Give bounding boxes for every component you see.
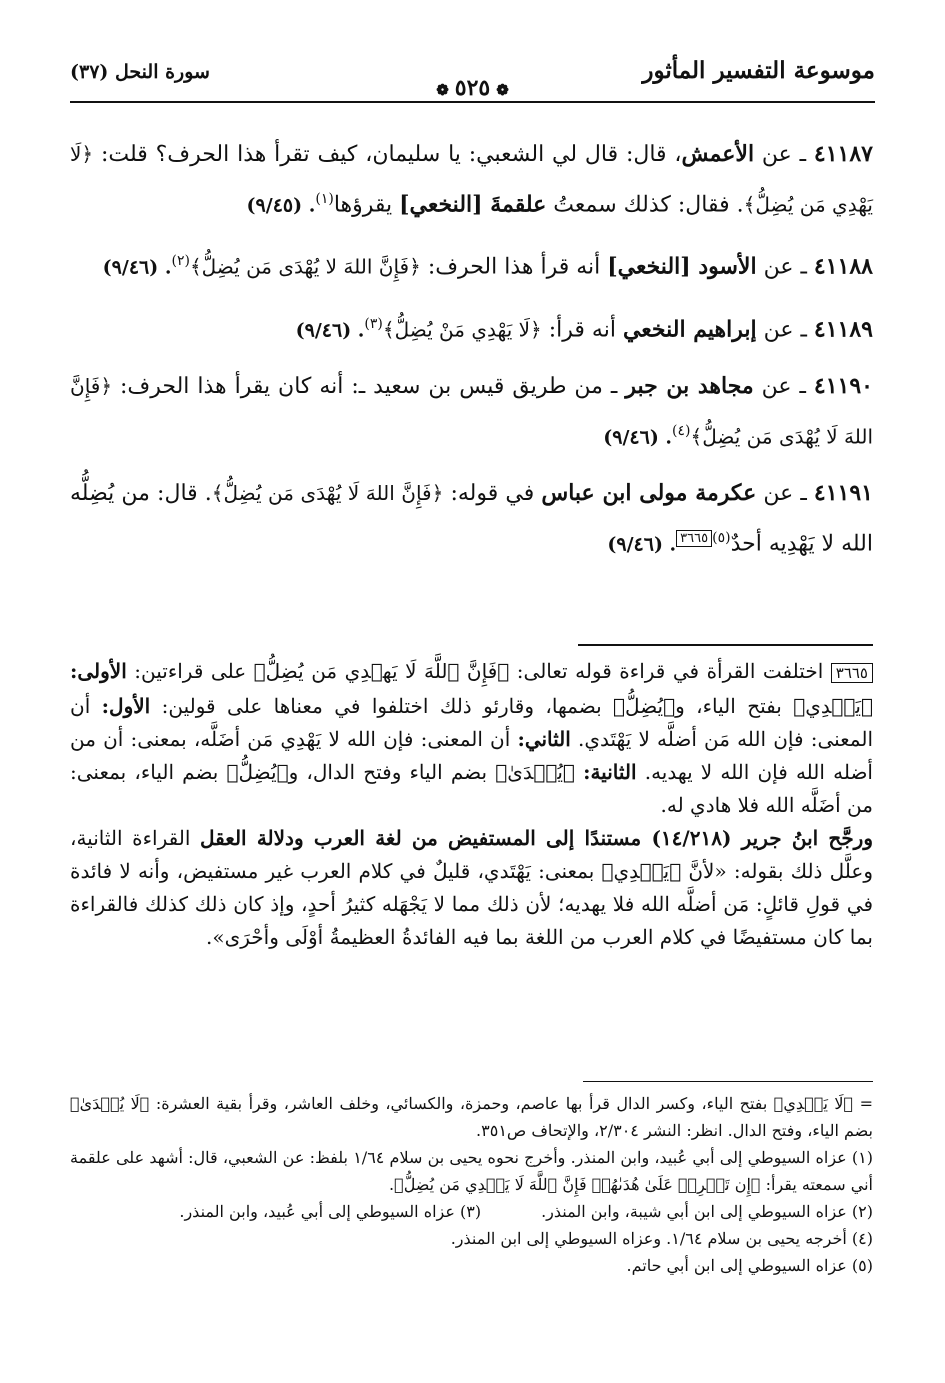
text: ، قال: قال لي الشعبي: يا سليمان، كيف تقرأ هذا الحرف؟ قلت: [93,142,682,167]
footnote-continuation: = ﴿لَا يَهۡدِي﴾ بفتح الياء، وكسر الدال قرأ بها عاصم، وحمزة، والكسائي، وخلف العاشر، وقرأ بقية العشرة: ﴿لَا يُهۡدَىٰ﴾ بضم الياء، وفتح الدال. انظر: النشر ٢/٣٠٤، والإتحاف ص٣٥١. [70,1094,873,1140]
text: أن المعنى: فإن الله مَن أضلَّه لا يَهْتَدي. [70,694,874,751]
text: . قال: من يُضِلُّه الله لا يَهْدِيه أحدٌ [70,481,873,557]
footnote-row [70,1198,873,1225]
text: ـ عن [756,481,814,507]
volume-reference: . (٩/٤٦) [607,533,677,556]
preference-statement: ورجَّح ابنُ جرير (١٤/٢١٨) مستندًا إلى المستفيض من لغة العرب ودلالة العقل [200,826,873,850]
label: الأولى: [70,659,127,683]
commentary-number-box: ٣٦٦٥ [831,663,873,683]
text: ـ عن [754,142,814,167]
narrator-name: علقمةَ [النخعي] [399,191,547,218]
quran-verse: ﴿فَإِنَّ اللهَ لَا يُهْدَى مَن يُضِلُّ﴾ [211,481,444,506]
quran-verse: ﴿فَإِنَّ اللهَ لا يُهْدَى مَن يُضِلُّ﴾ [189,254,421,279]
narration [70,239,873,289]
text: على قراءتين: [126,659,254,683]
text: يقرؤها [333,192,400,218]
header-divider [70,101,875,103]
text: ﴿يُهۡدَىٰ﴾ بضم الياء وفتح الدال، و﴿يُضِلُّ﴾ بضم الياء، بمعنى: من أضَلَّه الله فلا هادي له. [70,760,873,817]
text: أن المعنى: فإن الله لا يَهْدِي مَن أضَلَّه، بمعنى: أن من أضله الله فإن الله لا يهديه. [70,727,873,784]
footnote-divider [583,1081,873,1082]
narrations [70,132,873,579]
narration [70,302,873,352]
text: أنه قرأ: [541,316,623,342]
quran-verse: ﴿فَإِنَّ ٱللَّهَ لَا يَهۡدِي مَن يُضِلُّ﴾ [253,659,510,683]
surah-name: سورة النحل (٣٧) [70,61,210,83]
page-header [70,55,875,103]
narrator-name: مجاهد بن جبر [625,372,754,399]
footnote-marker: (٤) [672,422,691,439]
text: ـ عن [756,316,814,342]
label: الأول: [101,694,151,718]
quran-verse: ﴿فَإِنَّ اللهَ لَا يُهْدَى مَن يُضِلُّ﴾ [70,373,873,449]
text: ـ عن [753,373,814,399]
volume-reference: . (٩/٤٦) [102,256,172,279]
footnote: (٤) أخرجه يحيى بن سلام ١/٦٤. وعزاه السيوطي إلى ابن المنذر. [450,1229,873,1248]
narration [70,132,873,227]
text: أنه قرأ هذا الحرف: [420,254,608,280]
footnote: (٥) عزاه السيوطي إلى ابن أبي حاتم. [626,1256,873,1275]
text: ـ من طريق قيس بن سعيد ـ: أنه كان يقرأ هذا الحرف: [112,373,626,399]
narrator-name: عكرمة مولى ابن عباس [541,480,757,507]
volume-reference: . (٩/٤٦) [295,318,365,341]
commentary-divider [578,644,873,646]
narration-number: ٤١١٨٧ [813,141,873,167]
commentary-ref-box: ٣٦٦٥ [676,530,712,547]
footnote: (٢) عزاه السيوطي إلى ابن أبي شيبة، وابن المنذر. [541,1202,873,1221]
text: . فقال: كذلك سمعتُ [546,192,744,218]
narrator-name: إبراهيم النخعي [622,315,757,342]
narration [70,364,873,459]
footnote: (٣) عزاه السيوطي إلى أبي عُبيد، وابن المنذر. [179,1202,482,1221]
page-number: ٥٢٥ [454,75,491,101]
footnotes [70,1090,873,1279]
quran-verse: ﴿لَا يَهْدِي مَنْ يُضِلُّ﴾ [382,316,542,341]
narrator-name: الأعمش [681,141,755,167]
text: ـ عن [756,254,814,280]
commentary-paragraph [70,655,873,822]
ornament-icon: ❁ [436,81,449,99]
footnote-marker: (٢) [171,253,190,270]
commentary [70,655,873,954]
narration-number: ٤١١٩٠ [813,372,873,399]
footnote-marker: (١) [315,191,334,207]
text: في قوله: [443,481,542,507]
narrator-name: الأسود [النخعي] [607,253,757,280]
label: الثاني: [517,727,571,751]
book-title: موسوعة التفسير المأثور [642,57,875,84]
narration [70,471,873,566]
footnote-marker: (٣) [364,315,383,332]
narration-number: ٤١١٩١ [813,480,873,507]
quran-verse: ﴿لَا يَهْدِي مَن يُضِلُّ﴾ [70,142,873,217]
narration-number: ٤١١٨٩ [813,315,873,342]
volume-reference: . (٩/٤٥) [246,194,316,217]
ornament-icon: ❁ [496,81,509,99]
text: القراءة الثانية، وعلَّل ذلك بقوله: «لأنَّ ﴿يَهۡدِي﴾ بمعنى: يَهْتَدي، قليلٌ في كلام العرب غير مستفيض، وأنه لا فائدة في قولِ قائلٍ: مَن أضلَّه الله فلا يهديه؛ لأن ذلك مما لا يَجْهَله كثيرُ أحدٍ، وإذ كان ذلك كذلك فالقراءة بما كان مستفيضًا في كلام العرب من اللغة بما فيه الفائدةُ العظيمةُ أوْلَى وأحْرَى». [70,826,874,949]
text: اختلفت القرأة في قراءة قوله تعالى: [509,659,831,683]
footnote-marker: (٥) [712,530,731,547]
label: الثانية: [583,760,637,784]
volume-reference: . (٩/٤٦) [603,426,673,449]
text: ﴿يَهۡدِي﴾ بفتح الياء، و﴿يُضِلُّ﴾ بضمها، وقارئو ذلك اختلفوا في معناها على قولين: [150,694,874,718]
footnote: (١) عزاه السيوطي إلى أبي عُبيد، وابن المنذر. وأخرج نحوه يحيى بن سلام ١/٦٤ بلفظ: عن الشعبي، قال: أشهد على علقمة أني سمعته يقرأ: ﴿إِن تَحۡرِصۡ عَلَىٰ هُدَىٰهُمۡ فَإِنَّ ٱللَّهَ لَا يَهۡدِي مَن يُضِلُّ﴾. [70,1148,873,1194]
narration-number: ٤١١٨٨ [813,253,873,280]
commentary-paragraph [70,822,873,954]
